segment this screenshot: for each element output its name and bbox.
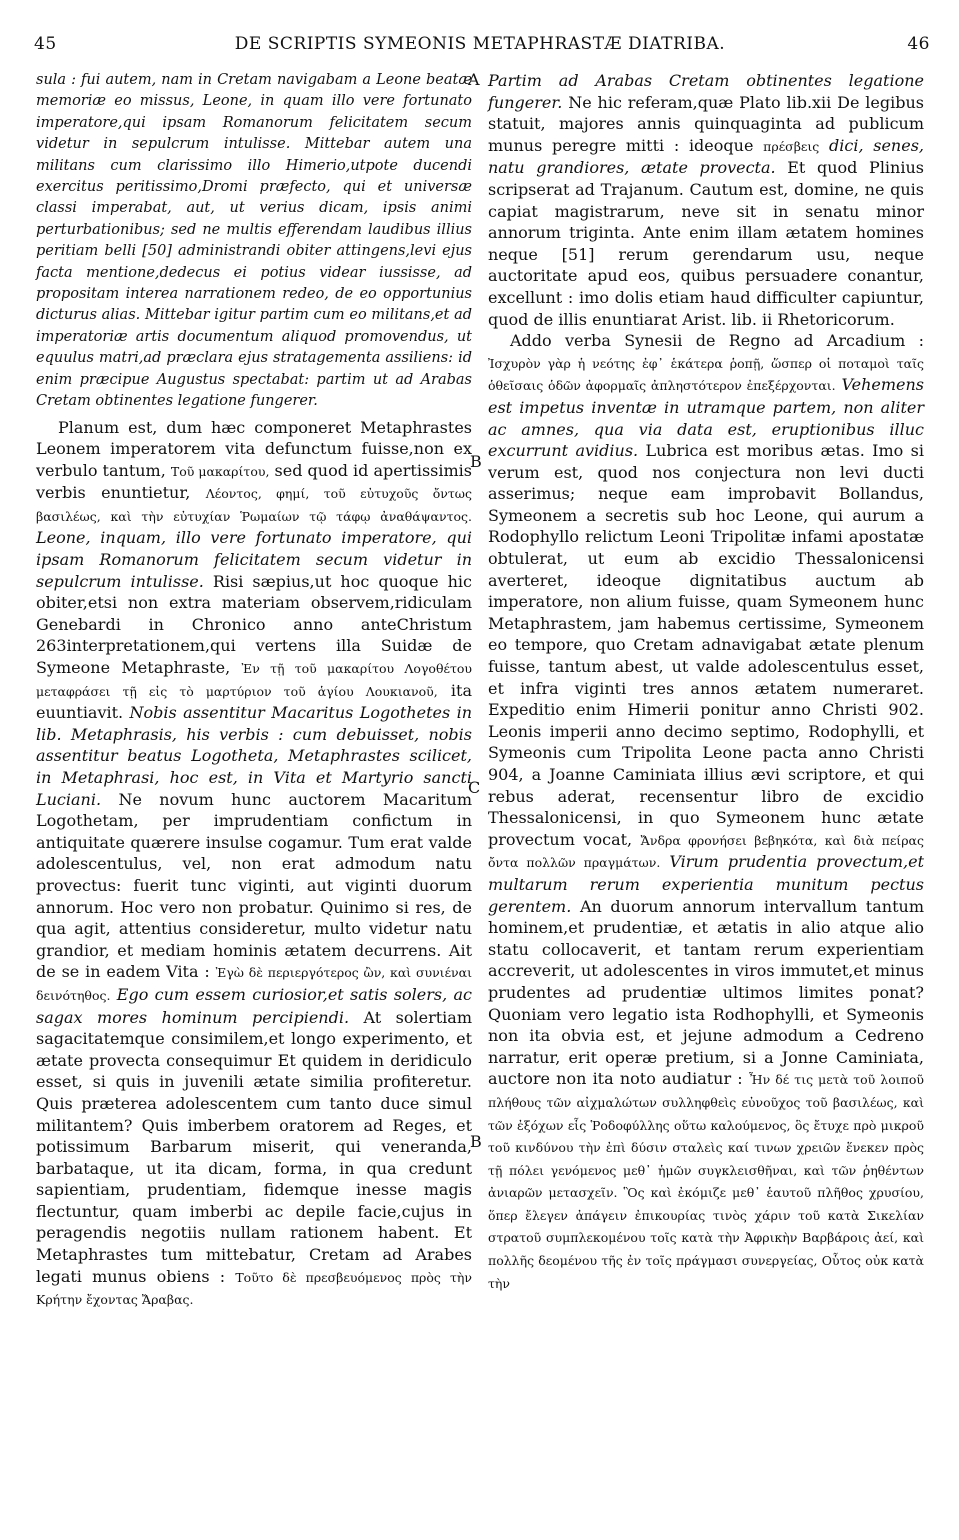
text-run: At solertiam sagacitatemque consimilem,et longo experimento, et ætate provecta consequimur Et quidem in deridiculo esset, si quis in juvenili ætate similia profiteretur. Quis præterea adolescentem cum tanto duce simul militantem? Quis imberbem oratorem ad Reges, et potissimum Barbarum miserit, qui veneranda, barbataque, ut ita dicam, forma, in qua credunt sapientiam, prudentiam, fidemque inesse magis flectuntur, quam imberbi ac depile facie,cujus in peragendis negotiis nullam rationem habent. Et Metaphrastes tum mittebatur, Cretam ad Arabes legati munus obiens : [36, 1007, 473, 1286]
page-number-left: 45 [34, 34, 57, 54]
text-run: sed quod id apertissimis verbis enuntietur, [36, 460, 472, 503]
latin-translation: Virum prudentia provectum,et multarum rerum experientia munitum pectus gerentem. [488, 852, 924, 916]
margin-mark-a: A [468, 70, 480, 89]
left-quotation: sula : fui autem, nam in Cretam navigabam a Leone beatæ memoriæ eo missus, Leone, in quam illo vere fortunato imperatore,qui ipsam Romanorum felicitatem secum videtur in sepulcrum intulisse. Mittebar autem una militans cum clarissimo illo Himerio,utpote ducendi exercitus peritissimo,Dromi præfecto, qui et universæ classi imperabat, aut, ut verius dicam, ipsis animi perturbationibus; sed ne multis efferendam laudibus illius peritiam belli [50] administrandi obiter attingens,levi ejus facta mentione,dedecus ei potius videar iussisse, ad propositam interea narrationem redeo, de eo opportunius dicturus alias. Mittebar igitur partim cum eo militans,et ad imperatoriæ artis documentum aliquod promovendus, ut equulus matri,ad præclara ejus stratagementa assiliens: id enim præcipue Augustus spectabat: partim ut ad Arabas Cretam obtinentes legatione fungerer. [36, 72, 472, 410]
margin-mark-b-right: B [470, 452, 482, 471]
text-run: Ne hic referam,quæ Plato lib.xii De legibus statuit, majores annis quinquaginta ad publicum munus peregre mitti : ideoque [488, 92, 924, 155]
right-paragraph [488, 70, 924, 330]
left-column [36, 70, 472, 1311]
margin-mark-c: C [468, 778, 481, 797]
text-run: Addo verba Synesii de Regno ad Arcadium : [510, 331, 924, 351]
left-paragraph [36, 417, 472, 1311]
greek-quote: Λέοντος, φημί, τοῦ εὐτυχοῦς ὄντως βασιλέως, καὶ τὴν εὐτυχίαν Ῥωμαίων τῷ τάφῳ ἀναθάψαντος. [36, 486, 472, 524]
text-run: Ante enim illam ætatem homines neque [51] rerum gerendarum usu, neque auctoritate apud eos, quibus persuadere conantur, excellunt : imo dolis etiam haud difficulter capiuntur, quod de illis enuntiarat Arist. lib. ii Rhetoricorum. [488, 223, 925, 329]
greek-quote: Ἄνδρα φρονήσει βεβηκότα, καὶ διὰ πείρας ὄντα πολλῶν πραγμάτων. [488, 832, 924, 871]
text-run: Planum est, dum hæc componeret Metaphrastes Leonem imperatorem vita defunctum fuisse,non ex verbulo tantum, [36, 417, 472, 480]
text-run: Et quod Plinius scripserat ad Trajanum. Cautum est, domine, ne quis capiat magistrarum, neve sit in senatu minor annorum triginta. [488, 158, 924, 243]
greek-quote: Ἐν τῇ τοῦ μακαρίτου Λογοθέτου μεταφράσει τῇ εἰς τὸ μαρτύριον τοῦ ἁγίου Λουκιανοῦ, [36, 661, 472, 699]
latin-translation: Ego cum essem curiosior,et satis solers, ac sagax mores hominum percipiendi. [36, 984, 473, 1027]
greek-quote: πρέσβεις [763, 138, 820, 154]
text-run: Lubrica est moribus ætas. Imo si verum est, quod nos conjectura non levi ducti asserimus; neque eam improbavit Bollandus, Symeonem a secretis sub hoc Leone, qui aurum a Rodophyllo relictum Leoni Tripolitæ infami apostatæ obtulerat, ut eum ab excidio Thessalonicensi averteret, ideoque dignitatibus auctum ab imperatore, non alium fuisse, quam Symeonem hunc Metaphrastem, jam habemus certissime, Symeonem eo tempore, quo Cretam adnavigabat ætate plenum fuisse, tantum abest, ut valde adolescentulus esset, et infra viginti tres annos ætatem numeraret. Expeditio enim Himerii ponitur anno Christi 902. Leonis imperii anno decimo septimo, Rodophylli, et Symeonis cum Tripolita Leone pacta anno Christi 904, a Joanne Caminiata illius ævi scriptore, et qui rebus aderat, recensentur libro de excidio Thessalonicensi, in quo Symeonem hunc ætate provectum vocat, [488, 441, 924, 849]
margin-mark-b-left: B [470, 1132, 482, 1151]
greek-quote: Ἰσχυρὸν γὰρ ἡ νεότης ἐφ᾿ ἑκάτερα ῥοπῇ, ὥσπερ οἱ ποταμοὶ ταῖς ὁθεῖσαις ὁδῶν ἀφορμαῖς ἀπληστότερον ἐπεξέρχονται. [488, 355, 924, 394]
greek-quote: Τοῦτο δὲ πρεσβευόμενος πρὸς τὴν Κρήτην ἔχοντας Ἄραβας. [36, 1269, 472, 1308]
latin-translation: dici, senes, natu grandiores, ætate provecta. [488, 135, 924, 178]
right-column [488, 70, 924, 1294]
latin-translation: Nobis assentitur Macaritus Logothetes in lib. Metaphrasis, his verbis : cum debuisset, nobis assentitur beatus Logotheta, Metaphrastes scilicet, in Metaphrasi, hoc est, in Vita et Martyrio sancti Luciani. [36, 703, 472, 809]
latin-translation: Partim ad Arabas Cretam obtinentes legatione fungerer. [488, 71, 924, 112]
latin-translation: Vehemens est impetus inventæ in utramque partem, non aliter ac amnes, qua via data est, eruptionibus illuc excurrunt avidius. [488, 375, 924, 461]
running-title: DE SCRIPTIS SYMEONIS METAPHRASTÆ DIATRIBA. [234, 34, 726, 54]
text-run: ita euuntiavit. [36, 680, 472, 723]
right-paragraph [488, 330, 924, 1294]
greek-quote: Ἐγὼ δὲ περιεργότερος ὢν, καὶ συνιέναι δεινότηθος. [36, 965, 472, 1003]
text-run: Ne novum hunc auctorem Macaritum Logothetam, per imprudentiam confictum in antiquitate quærere insulse cogamur. Tum erat valde adolescentulus, vel, non erat admodum natu provectus: fuerit tunc viginti, aut viginti duorum annorum. Hoc vero non probatur. Quinimo si res, de qua agit, attentius consideretur, multo videtur natu grandior, et mediam hominis ætatem decurrens. Ait de se in eadem Vita : [36, 789, 473, 982]
latin-translation: Leone, inquam, illo vere fortunato imperatore, qui ipsam Romanorum felicitatem secum videtur in sepulcrum intulisse. [36, 528, 472, 591]
page-number-right: 46 [907, 34, 930, 54]
greek-quote: Τοῦ μακαρίτου, [170, 463, 270, 479]
greek-quote: Ἦν δέ τις μετὰ τοῦ λοιποῦ πλήθους τῶν αἰχμαλώτων συλληφθεὶς εὐνοῦχος τοῦ βασιλέως, καὶ τῶν ἐξόχων εἷς Ῥοδοφύλλης οὕτω καλούμενος, ὃς ἔτυχε πρὸ μικροῦ τοῦ κινδύνου τὴν ἐπὶ δύσιν σταλεὶς καί τινων χρειῶν ἕνεκεν πρὸς τῇ πόλει γενόμενος μεθ᾿ ἡμῶν συγκλεισθῆναι, καὶ τῶν ῥηθέντων ἀνιαρῶν μετασχεῖν. Ὃς καὶ ἐκόμιζε μεθ᾿ ἑαυτοῦ πλῆθος χρυσίου, ὅπερ ἔλεγεν ἀπάγειν ἐπικουρίας τινὸς χάριν τοῦ κατὰ Σικελίαν στρατοῦ συμπλεκομένου τοῖς κατὰ τὴν Ἀφρικὴν Βαρβάροις ἀεί, καὶ πολλῆς δεομένου τῆς ἐν τοῖς πράγμασι συνεργείας, Οὗτος οὐκ κατὰ τὴν [488, 1072, 924, 1291]
text-run: Risi sæpius,ut hoc quoque hic obiter,etsi non extra materiam observem,ridiculam Genebardi in Chronico anno anteChristum 263interpretationem,qui vertens illa Suidæ de Symeone Metaphraste, [36, 571, 472, 678]
running-header [30, 34, 930, 64]
text-run: An duorum annorum intervallum tantum hominem,et prudentiæ, et ætatis in alio atque alio statu collocaverit, et tantam rerum experientiam accreverit, ut adolescentes in viros immutet,et minus prudentes ad prudentiæ ultimos limites ponat? Quoniam vero legatio ista Rodhophylli, et Symeonis non ita obvia est, et jejune admodum a Cedreno narratur, erit operæ pretium, si a Jonne Caminiata, auctore non ita noto audiatur : [488, 896, 924, 1089]
